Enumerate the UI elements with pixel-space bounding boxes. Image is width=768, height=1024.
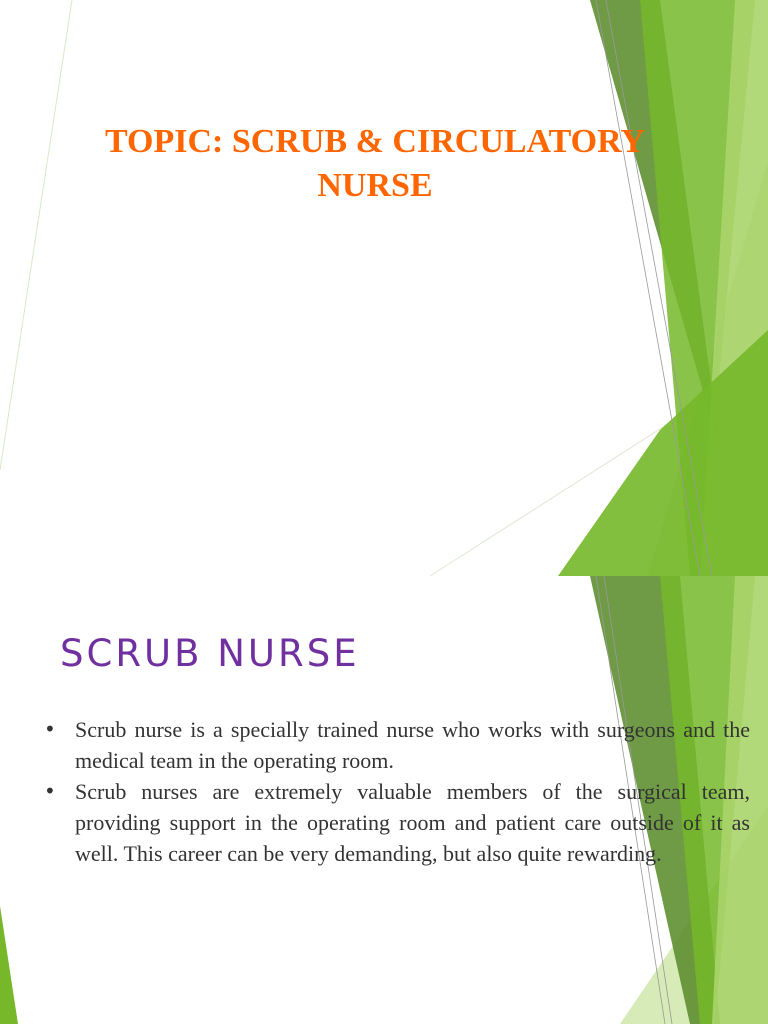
slide-title-line-1: TOPIC: SCRUB & CIRCULATORY	[104, 123, 646, 160]
bullet-dot-icon: •	[44, 717, 56, 741]
slide-2	[0, 576, 768, 1024]
slide-title-line-2: NURSE	[317, 167, 433, 204]
bottom-green-triangle	[558, 330, 768, 576]
bullet-text: Scrub nurses are extremely valuable members of the surgical team, providing support in the operating room and patient care outside of it as well. This career can be very demanding, but also quite rewarding.	[75, 779, 750, 866]
bullet-item	[44, 714, 750, 776]
bullet-dot-icon: •	[44, 779, 56, 803]
bullet-item	[44, 776, 750, 869]
bullet-text: Scrub nurse is a specially trained nurse who works with surgeons and the medical team in the operating room.	[75, 717, 750, 773]
section-heading: SCRUB NURSE	[60, 632, 360, 675]
left-green-sliver	[0, 906, 18, 1024]
bullet-list	[44, 714, 750, 869]
thin-accent-line	[0, 0, 72, 470]
slide-title	[40, 120, 710, 208]
